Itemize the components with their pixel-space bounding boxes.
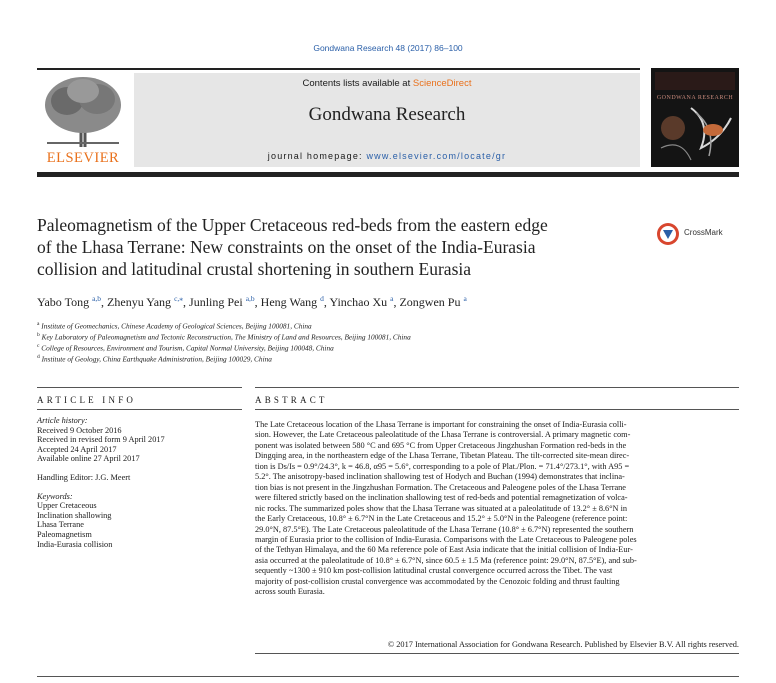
crossmark-label[interactable]: CrossMark (684, 228, 723, 237)
affiliation-item (37, 353, 737, 364)
abstract-bottom-rule (255, 653, 739, 654)
affiliation-list (37, 320, 737, 364)
affiliation-item (37, 331, 737, 342)
title-line: Paleomagnetism of the Upper Cretaceous red-beds from the eastern edge (37, 215, 548, 235)
affiliation-item (37, 342, 737, 353)
abstract-line: across south Eurasia. (255, 587, 325, 597)
copyright-notice: © 2017 International Association for Gondwana Research. Published by Elsevier B.V. All rights reserved. (387, 640, 739, 649)
history-label: Article history: (37, 416, 88, 425)
abstract-line: The Late Cretaceous location of the Lhasa Terrane is important for constraining the onset of India-Eurasia colli- (255, 420, 627, 429)
author-name[interactable]: Heng Wang (260, 295, 318, 309)
keyword-item: Inclination shallowing (37, 510, 112, 520)
abstract-heading: ABSTRACT (255, 395, 328, 405)
header-bottom-rule (37, 172, 739, 177)
contents-prefix: Contents lists available at (302, 78, 413, 89)
abstract-line: were filtered strictly based on the inclination shallowing test of red-beds and potential remagnetization of volca- (255, 493, 628, 503)
spacer (37, 464, 242, 473)
handling-editor: Handling Editor: J.G. Meert (37, 472, 131, 482)
keyword-item: Upper Cretaceous (37, 501, 97, 511)
spacer (37, 483, 242, 492)
author-name[interactable]: Zhenyu Yang (107, 295, 172, 309)
abstract-line: of the Tethyan Himalaya, and the 60 Ma reference pole of East Asia indicate that the initial collision of India-Eur- (255, 545, 633, 555)
affiliation-text: Institute of Geology, China Earthquake Administration, Beijing 100029, China (41, 354, 272, 364)
keyword-item: Lhasa Terrane (37, 520, 84, 530)
article-info-heading: ARTICLE INFO (37, 395, 137, 405)
author-affiliation-marker[interactable]: a,b (92, 294, 102, 303)
info-top-rule (37, 387, 242, 388)
abstract-line: sequently ~1300 ± 910 km post-collision latitudinal crustal convergence occurred across the Tibet. The vast (255, 566, 613, 576)
author-affiliation-marker[interactable]: c,⁎ (174, 294, 184, 303)
abstract-heading-rule (255, 409, 739, 410)
homepage-link[interactable]: www.elsevier.com/locate/gr (366, 151, 507, 161)
abstract-line: tion bias is not present in the Jingzhushan Formation. The Cretaceous and Paleogene poles of the Lhasa Terrane (255, 482, 626, 492)
abstract-line: margin of Eurasia prior to the collision of India-Eurasia. Comparisons with the Late Cretaceous to Paleogene poles (255, 534, 637, 544)
author-name[interactable]: Junling Pei (189, 295, 243, 309)
affiliation-text: Key Laboratory of Paleomagnetism and Tectonic Reconstruction, The Ministry of Land and Resources, Beijing 100081, China (41, 332, 411, 342)
affiliation-key: c (37, 343, 40, 350)
journal-cover-image[interactable] (651, 68, 739, 167)
history-item: Accepted 24 April 2017 (37, 444, 117, 454)
abstract-line: nic rocks. The summarized poles show that the Lhasa Terrane was situated at a paleolatitude of 13.2° ± 8.6°N in (255, 503, 628, 513)
history-item: Received 9 October 2016 (37, 425, 122, 435)
author-affiliation-marker[interactable]: a (390, 294, 394, 303)
abstract-body (255, 420, 739, 598)
keywords-label: Keywords: (37, 491, 73, 501)
author-affiliation-marker[interactable]: d (320, 294, 324, 303)
keyword-item: India-Eurasia collision (37, 539, 113, 549)
affiliation-text: Institute of Geomechanics, Chinese Academy of Geological Sciences, Beijing 100081, China (41, 321, 312, 331)
abstract-line: tion is Ds/Is = 0.9°/24.3°, k = 46.8, α95 = 5.6°, corresponding to a pole of Plat./Plon. = 71.4°/273.1°, with A95 = (255, 461, 630, 471)
abstract-line: 29.0°N, 87.5°E). The Late Cretaceous paleolatitude of the Lhasa Terrane (10.8° ± 6.7°N) represented the southern (255, 524, 634, 534)
journal-homepage (134, 151, 640, 161)
keyword-item: Paleomagnetism (37, 529, 92, 539)
page-bottom-rule (37, 676, 739, 677)
author-name[interactable]: Yinchao Xu (329, 295, 388, 309)
affiliation-item (37, 320, 737, 331)
abstract-line: sion. However, the Late Cretaceous paleolatitude of the Lhasa Terrane is controversial. A primary magnetic com- (255, 430, 631, 440)
history-item: Available online 27 April 2017 (37, 454, 140, 464)
journal-citation-link[interactable]: Gondwana Research 48 (2017) 86–100 (313, 43, 463, 53)
affiliation-key: d (37, 354, 40, 361)
abstract-line: ponent was isolated between 580 °C and 695 °C from Upper Cretaceous Jingzhushan Formation red-beds in the (255, 440, 627, 450)
author-list: Yabo Tong $^{a,b}$, Zhenyu Yang $^{c,⁎}$, Junling Pei $^{a,b}$, Heng Wang $^d$, Yinchao Xu $^a$, Zongwen Pu $^a$ (37, 294, 467, 309)
abstract-line: majority of post-collision crustal convergence was accommodated by the Cenozoic folding and thrust faulting (255, 576, 620, 586)
abstract-line: asia occurred at the paleolatitude of 10.8° ± 6.7°N, since 60.5 ± 1.5 Ma (reference point: 29.0°N, 87.5°E), and sub- (255, 555, 637, 565)
elsevier-wordmark: ELSEVIER (46, 150, 120, 166)
sciencedirect-link[interactable]: ScienceDirect (412, 78, 472, 89)
title-line: collision and latitudinal crustal shortening in southern Eurasia (37, 259, 472, 279)
affiliation-key: b (37, 332, 40, 339)
affiliation-text: College of Resources, Environment and Tourism, Capital Normal University, Beijing 100048, China (41, 343, 334, 353)
contents-availability (134, 78, 640, 89)
title-line: of the Lhasa Terrane: New constraints on the onset of the India-Eurasia (37, 237, 536, 257)
journal-title: Gondwana Research (308, 104, 466, 125)
history-item: Received in revised form 9 April 2017 (37, 435, 165, 445)
author-name[interactable]: Zongwen Pu (399, 295, 461, 309)
affiliation-key: a (37, 321, 40, 327)
abstract-line: the Early Cretaceous, 10.8° ± 6.7°N in the Late Cretaceous and 15.2° ± 5.0°N in the Paleogene (reference point: (255, 514, 628, 524)
cover-title: GONDWANA RESEARCH (656, 95, 734, 101)
article-info-column (37, 416, 242, 549)
author-affiliation-marker[interactable]: a (463, 294, 467, 303)
homepage-prefix: journal homepage: (267, 151, 367, 161)
author-affiliation-marker[interactable]: a,b (245, 294, 255, 303)
header-top-rule (37, 68, 640, 70)
author-name[interactable]: Yabo Tong (37, 295, 90, 309)
abstract-line: 5.2°. The anisotropy-based inclination shallowing test of Hodych and Buchan (1994) demonstrates that inclina- (255, 472, 625, 482)
article-title (37, 214, 627, 280)
abstract-line: Dingqing area, in the northeastern edge of the Lhasa Terrane, Tibetan Plateau. The tilt-corrected site-mean direc- (255, 451, 630, 461)
info-heading-rule (37, 409, 242, 410)
abstract-top-rule (255, 387, 739, 388)
